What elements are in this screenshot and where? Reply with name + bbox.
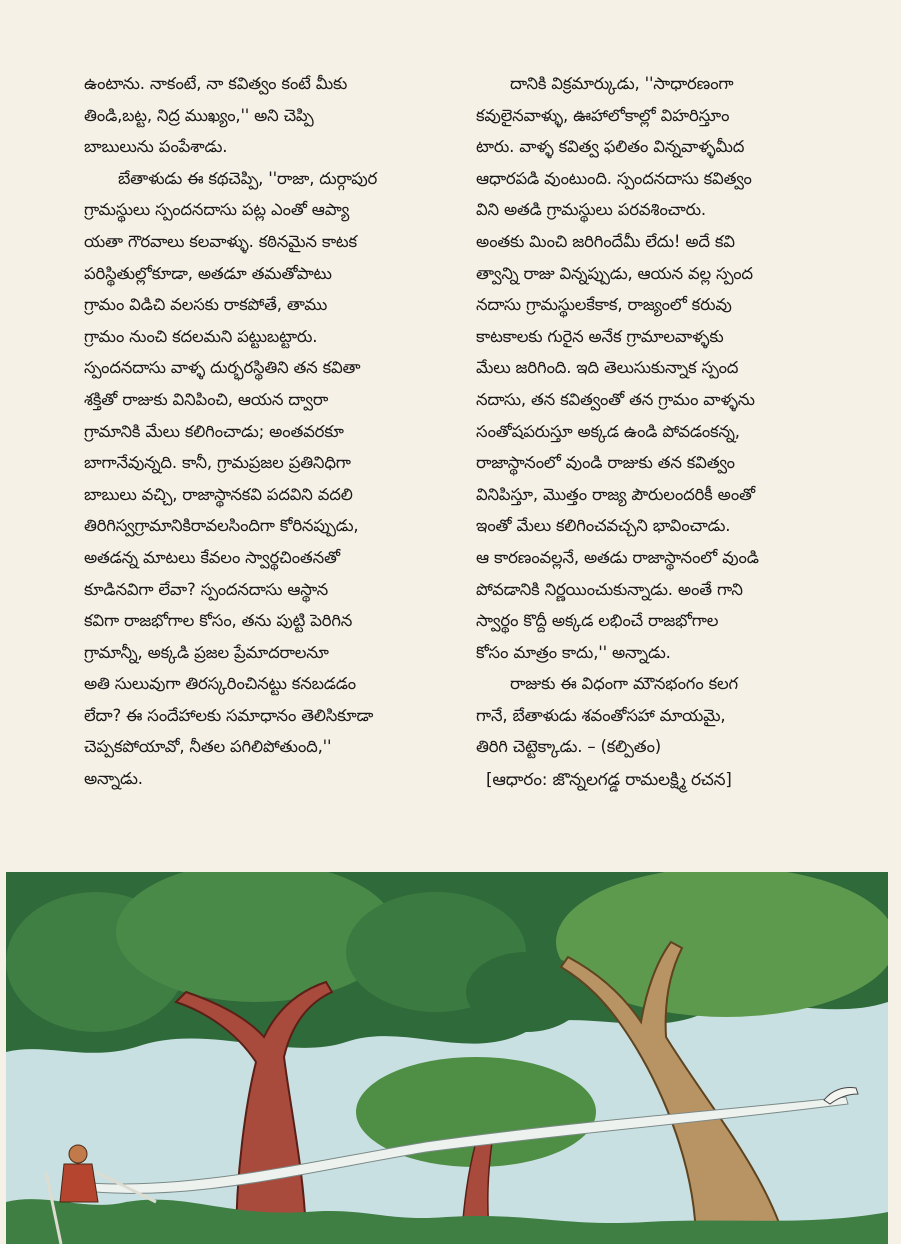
text-line: తిరిగిస్వగ్రామానికిరావలసిందిగా కోరినప్పుడు,: [84, 516, 359, 536]
text-line: ఆ కారణంవల్లనే, అతడు రాజాస్థానంలో వుండి: [476, 547, 759, 567]
text-line: చెప్పకపోయావో, నీతల పగిలిపోతుంది,'': [84, 737, 332, 757]
text-line: పోవడానికి నిర్ణయించుకున్నాడు. అంతే గాని: [476, 579, 743, 599]
text-line: రాజుకు ఈ విధంగా మౌనభంగం కలగ: [510, 674, 738, 694]
text-line: అంతకు మించి జరిగిందేమీ లేదు! అదే కవి: [476, 231, 735, 251]
text-line: టారు. వాళ్ళ కవిత్వ ఫలితం విన్నవాళ్ళమీద: [476, 137, 745, 157]
source-credit: [ఆధారం: జొన్నలగడ్డ రామలక్ష్మి రచన]: [486, 770, 732, 791]
text-line: నదాసు, తన కవిత్వంతో తన గ్రామం వాళ్ళను: [476, 389, 755, 409]
text-line: మేలు జరిగింది. ఇది తెలుసుకున్నాక స్పంద: [476, 358, 739, 378]
text-line: త్వాన్ని రాజు విన్నప్పుడు, ఆయన వల్ల స్పంద: [476, 263, 753, 283]
text-line: కోసం మాత్రం కాదు,'' అన్నాడు.: [476, 642, 671, 662]
warrior-head: [69, 1145, 87, 1163]
text-line: గ్రామస్థులు స్పందనదాసు పట్ల ఎంతో ఆప్యా: [84, 200, 350, 220]
text-line: యతా గౌరవాలు కలవాళ్ళు. కఠినమైన కాటక: [84, 231, 357, 251]
text-line: గ్రామం నుంచి కదలమని పట్టుబట్టారు.: [84, 326, 318, 346]
text-line: స్వార్థం కొద్దీ అక్కడ లభించే రాజభోగాల: [476, 611, 719, 631]
text-line: ఉంటాను. నాకంటే, నా కవిత్వం కంటే మీకు: [84, 74, 348, 93]
text-line: శక్తితో రాజుకు వినిపించి, ఆయన ద్వారా: [84, 389, 329, 409]
text-line: నదాసు గ్రామస్థులకేకాక, రాజ్యంలో కరువు: [476, 295, 732, 315]
text-line: బేతాళుడు ఈ కథచెప్పి, ''రాజా, దుర్గాపుర: [118, 168, 378, 188]
text-line: గ్రామానికి మేలు కలిగించాడు; అంతవరకూ: [84, 421, 344, 441]
warrior-body: [60, 1164, 98, 1202]
text-line: ఇంతో మేలు కలిగించవచ్చని భావించాడు.: [476, 516, 731, 536]
text-line: కవులైనవాళ్ళు, ఊహాలోకాల్లో విహరిస్తూం: [476, 105, 730, 125]
text-line: గ్రామాన్నీ, అక్కడి ప్రజల ప్రేమాదరాలనూ: [84, 642, 329, 662]
text-line: అతి సులువుగా తిరస్కరించినట్టు కనబడడం: [84, 674, 356, 694]
text-line: కూడినవిగా లేవా? స్పందనదాసు ఆస్థాన: [84, 579, 328, 599]
text-line: ఆధారపడి వుంటుంది. స్పందనదాసు కవిత్వం: [476, 168, 752, 188]
text-line: బాగానేవున్నది. కానీ, గ్రామప్రజల ప్రతినిధిగా: [84, 453, 351, 473]
text-line: కాటకాలకు గురైన అనేక గ్రామాలవాళ్ళకు: [476, 326, 724, 346]
left-text-column: [84, 68, 452, 795]
right-text-column: [476, 68, 848, 797]
text-line: బాబులు వచ్చి, రాజాస్థానకవి పదవిని వదలి: [84, 484, 353, 504]
text-line: గానే, బేతాళుడు శవంతోసహా మాయమై,: [476, 705, 726, 725]
text-line: అతడన్న మాటలు కేవలం స్వార్థచింతనతో: [84, 547, 340, 567]
text-line: స్పందనదాసు వాళ్ళ దుర్భరస్థితిని తన కవితా: [84, 358, 361, 378]
forest-illustration: [6, 872, 888, 1244]
text-line: లేదా? ఈ సందేహాలకు సమాధానం తెలిసికూడా: [84, 705, 374, 725]
text-line: రాజాస్థానంలో వుండి రాజుకు తన కవిత్వం: [476, 453, 735, 473]
text-line: పరిస్థితుల్లోకూడా, అతడూ తమతోపాటు: [84, 263, 332, 283]
text-line: దానికి విక్రమార్కుడు, ''సాధారణంగా: [510, 74, 734, 93]
text-line: సంతోషపరుస్తూ అక్కడ ఉండి పోవడంకన్న,: [476, 421, 740, 441]
text-line: గ్రామం విడిచి వలసకు రాకపోతే, తాము: [84, 295, 328, 315]
text-line: విని అతడి గ్రామస్థులు పరవశించారు.: [476, 200, 706, 220]
text-line: తిరిగి చెట్టెక్కాడు. – (కల్పితం): [476, 737, 661, 757]
text-line: వినిపిస్తూ, మొత్తం రాజ్య పౌరులందరికీ అంతో: [476, 484, 755, 504]
text-line: అన్నాడు.: [84, 769, 143, 789]
text-line: కవిగా రాజభోగాల కోసం, తను పుట్టి పెరిగిన: [84, 611, 353, 631]
text-line: బాబులును పంపేశాడు.: [84, 137, 228, 157]
text-line: తిండి,బట్ట, నిద్ర ముఖ్యం,'' అని చెప్పి: [84, 105, 314, 125]
